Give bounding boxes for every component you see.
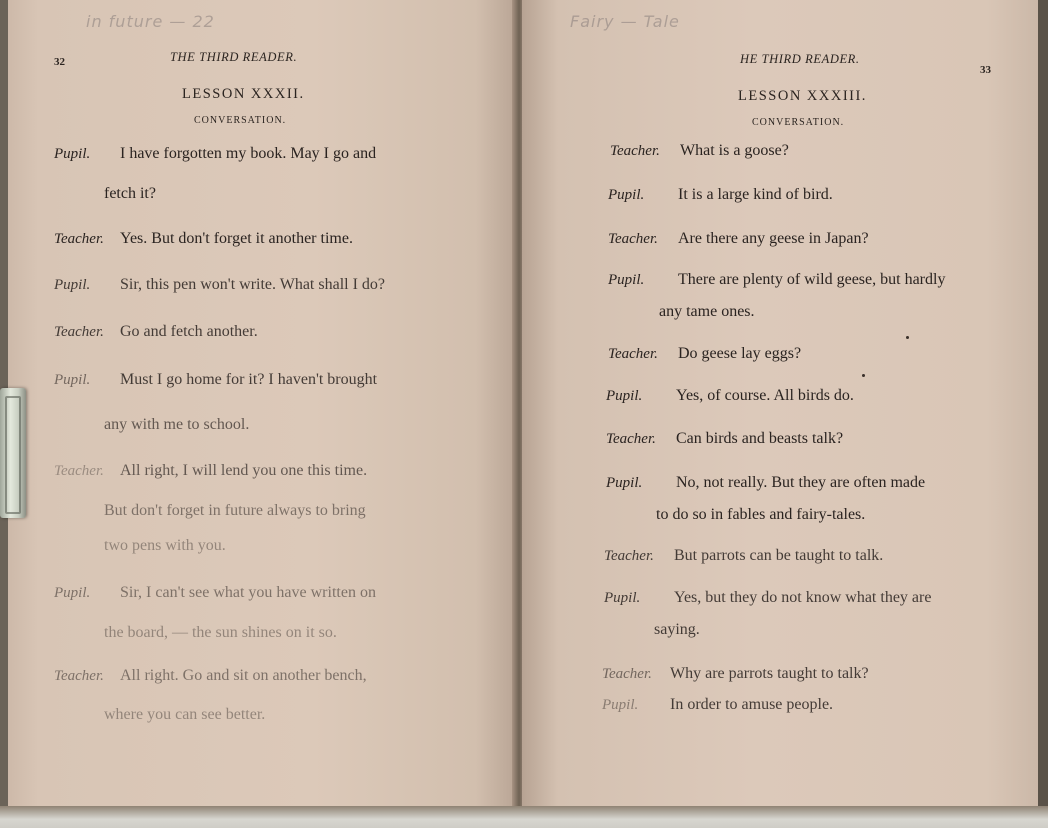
line-text: No, not really. But they are often made xyxy=(676,474,926,491)
table-surface xyxy=(0,806,1048,828)
line-text: Why are parrots taught to talk? xyxy=(670,665,869,682)
dialogue-line xyxy=(604,589,931,607)
line-text: Yes, but they do not know what they are xyxy=(674,589,932,606)
dialogue-line xyxy=(659,303,755,321)
dialogue-line xyxy=(610,142,789,160)
speaker-label: Pupil. xyxy=(606,388,643,404)
line-text: fetch it? xyxy=(104,185,156,202)
dialogue-line xyxy=(656,506,865,524)
subhead-right: CONVERSATION. xyxy=(752,117,845,128)
speaker-label: Pupil. xyxy=(602,697,639,713)
dialogue-line xyxy=(608,345,801,363)
lesson-title-right: LESSON XXXIII. xyxy=(738,88,867,104)
speaker-label: Teacher. xyxy=(606,431,656,447)
line-text: But don't forget in future always to bring xyxy=(104,502,366,519)
speaker-label: Pupil. xyxy=(54,146,91,162)
dialogue-line xyxy=(602,665,869,683)
left-page xyxy=(8,0,516,812)
line-text: Sir, I can't see what you have written on xyxy=(120,584,376,601)
line-text: Are there any geese in Japan? xyxy=(678,230,869,247)
dialogue-line xyxy=(604,547,883,565)
line-text: Yes, of course. All birds do. xyxy=(676,387,854,404)
dialogue-line xyxy=(54,667,367,685)
dialogue-line xyxy=(54,230,353,248)
speaker-label: Teacher. xyxy=(610,143,660,159)
dialogue-line xyxy=(54,371,377,389)
dialogue-line xyxy=(608,230,869,248)
line-text: Sir, this pen won't write. What shall I do? xyxy=(120,276,386,293)
line-text: In order to amuse people. xyxy=(670,696,834,713)
line-text: two pens with you. xyxy=(104,537,226,554)
dialogue-line xyxy=(104,624,337,642)
line-text: Do geese lay eggs? xyxy=(678,345,802,362)
line-text: the board, — the sun shines on it so. xyxy=(104,624,337,641)
dialogue-line xyxy=(654,621,700,639)
dialogue-line xyxy=(606,387,854,405)
speaker-label: Pupil. xyxy=(608,272,645,288)
ink-speck xyxy=(906,336,909,339)
running-head-right: HE THIRD READER. xyxy=(740,52,860,66)
page-number-left: 32 xyxy=(54,56,65,68)
ink-speck xyxy=(862,374,865,377)
line-text: All right. Go and sit on another bench, xyxy=(120,667,367,684)
line-text: any with me to school. xyxy=(104,416,250,433)
line-text: to do so in fables and fairy-tales. xyxy=(656,506,866,523)
line-text: All right, I will lend you one this time. xyxy=(120,462,368,479)
speaker-label: Teacher. xyxy=(54,231,104,247)
dialogue-line xyxy=(104,502,366,520)
line-text: What is a goose? xyxy=(680,142,789,159)
line-text: any tame ones. xyxy=(659,303,755,320)
subhead-left: CONVERSATION. xyxy=(194,115,287,126)
speaker-label: Teacher. xyxy=(608,231,658,247)
dialogue-line xyxy=(104,706,265,724)
dialogue-line xyxy=(104,185,156,203)
speaker-label: Pupil. xyxy=(606,475,643,491)
line-text: There are plenty of wild geese, but hardly xyxy=(678,271,946,288)
speaker-label: Pupil. xyxy=(604,590,641,606)
line-text: But parrots can be taught to talk. xyxy=(674,547,884,564)
pencil-annotation-left: in future — 22 xyxy=(86,12,215,31)
lesson-title-left: LESSON XXXII. xyxy=(182,86,305,102)
speaker-label: Pupil. xyxy=(54,277,91,293)
dialogue-line xyxy=(104,416,249,434)
dialogue-line xyxy=(608,271,945,289)
line-text: I have forgotten my book. May I go and xyxy=(120,145,377,162)
speaker-label: Pupil. xyxy=(54,372,91,388)
line-text: Go and fetch another. xyxy=(120,323,258,340)
speaker-label: Teacher. xyxy=(54,463,104,479)
dialogue-line xyxy=(606,474,925,492)
line-text: It is a large kind of bird. xyxy=(678,186,833,203)
dialogue-line xyxy=(606,430,843,448)
line-text: where you can see better. xyxy=(104,706,266,723)
dialogue-line xyxy=(602,696,833,714)
pencil-annotation-right: Fairy — Tale xyxy=(570,12,680,31)
dialogue-line xyxy=(54,462,367,480)
dialogue-line xyxy=(608,186,833,204)
speaker-label: Teacher. xyxy=(54,668,104,684)
running-head-left: THE THIRD READER. xyxy=(170,50,298,64)
right-page xyxy=(522,0,1038,806)
line-text: Must I go home for it? I haven't brought xyxy=(120,371,378,388)
binder-clip xyxy=(0,388,26,518)
page-number-right: 33 xyxy=(980,64,991,76)
speaker-label: Teacher. xyxy=(604,548,654,564)
speaker-label: Pupil. xyxy=(608,187,645,203)
speaker-label: Teacher. xyxy=(602,666,652,682)
dialogue-line xyxy=(104,537,226,555)
dialogue-line xyxy=(54,276,385,294)
speaker-label: Teacher. xyxy=(608,346,658,362)
line-text: Yes. But don't forget it another time. xyxy=(120,230,353,247)
dialogue-line xyxy=(54,584,376,602)
dialogue-line xyxy=(54,323,258,341)
line-text: Can birds and beasts talk? xyxy=(676,430,844,447)
line-text: saying. xyxy=(654,621,700,638)
dialogue-line xyxy=(54,145,376,163)
speaker-label: Pupil. xyxy=(54,585,91,601)
speaker-label: Teacher. xyxy=(54,324,104,340)
